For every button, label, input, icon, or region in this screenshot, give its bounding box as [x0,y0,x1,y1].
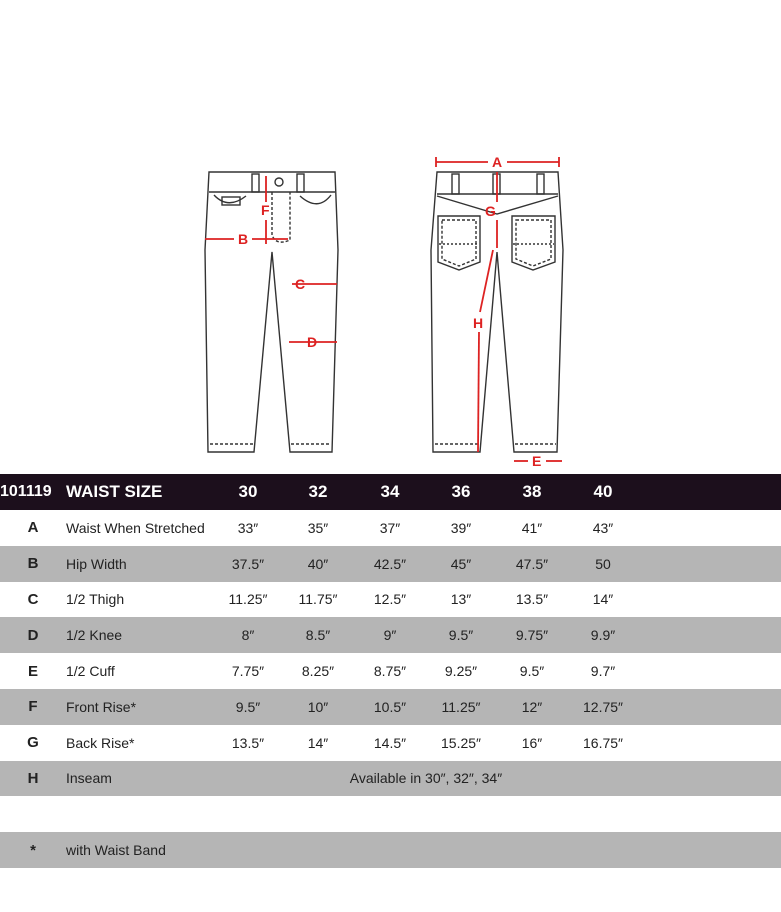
table-cell: 14″ [307,734,329,751]
table-cell: 12″ [521,698,543,715]
label-b: B [238,231,249,247]
table-cell: 14″ [592,591,614,608]
row-letter: G [27,734,39,752]
spacer-row [0,796,781,832]
footnote-symbol: * [30,841,36,859]
row-label: Front Rise* [66,698,137,715]
style-number: 101119 [0,483,52,500]
header-filler [638,474,781,510]
table-row [0,546,781,582]
table-row [0,617,781,653]
table-cell: 12.75″ [583,698,623,715]
label-g: G [485,203,496,219]
table-cell: 9.75″ [515,627,549,644]
table-cell: 33″ [237,519,259,536]
table-row [0,725,781,761]
table-cell: 8.25″ [301,663,335,680]
table-cell: 47.5″ [515,555,549,572]
size-col-header: 32 [308,482,328,501]
table-row-footnote [0,832,781,868]
label-f: F [261,202,270,218]
row-label: Inseam [66,770,112,787]
table-cell: 37.5″ [231,555,265,572]
row-label: Waist When Stretched [66,519,205,536]
table-cell: 40″ [307,555,329,572]
table-cell: 8.75″ [373,663,407,680]
size-col-header: 34 [380,482,400,501]
table-cell: 9″ [383,627,397,644]
table-cell: 13″ [450,591,472,608]
table-cell: 50 [595,555,611,572]
table-cell: 10″ [307,698,329,715]
row-label: 1/2 Thigh [66,591,125,608]
table-cell: 14.5″ [373,734,407,751]
row-letter: F [28,698,38,716]
size-col-header: 38 [522,482,542,501]
footnote-text: with Waist Band [66,842,166,859]
row-label: Hip Width [66,555,127,572]
table-cell: 13.5″ [231,734,265,751]
size-col-header: 30 [238,482,258,501]
table-cell: 11.25″ [228,591,268,608]
table-cell: 9.25″ [444,663,478,680]
table-header-row [0,474,781,510]
row-label: 1/2 Knee [66,627,123,644]
table-row [0,653,781,689]
table-row-inseam [0,761,781,797]
size-col-header: 40 [593,482,613,501]
table-cell: 16″ [521,734,543,751]
table-cell: 7.75″ [231,663,265,680]
table-cell: 41″ [521,519,543,536]
size-chart-table [0,474,781,868]
inseam-availability: Available in 30″, 32″, 34″ [349,770,503,787]
table-cell: 39″ [450,519,472,536]
table-cell: 15.25″ [441,734,481,751]
label-d: D [307,334,318,350]
row-letter: E [27,662,38,680]
table-cell: 37″ [379,519,401,536]
back-pants-outline [431,172,563,452]
table-cell: 9.5″ [235,698,261,715]
row-label: 1/2 Cuff [66,663,115,680]
table-cell: 12.5″ [373,591,407,608]
waist-size-heading: WAIST SIZE [66,482,163,501]
table-cell: 10.5″ [373,698,407,715]
table-row [0,689,781,725]
label-a: A [492,154,503,170]
table-cell: 9.5″ [448,627,474,644]
row-letter: D [27,626,39,644]
table-cell: 9.7″ [590,663,616,680]
table-cell: 45″ [450,555,472,572]
table-cell: 11.25″ [441,698,481,715]
row-letter: B [27,555,39,573]
row-letter: C [27,590,39,608]
table-cell: 42.5″ [373,555,407,572]
size-col-header: 36 [451,482,471,501]
row-letter: A [27,519,39,537]
table-cell: 11.75″ [298,591,338,608]
table-cell: 9.5″ [519,663,545,680]
table-cell: 9.9″ [590,627,616,644]
table-row [0,582,781,618]
table-cell: 8.5″ [305,627,331,644]
table-cell: 35″ [307,519,329,536]
table-cell: 8″ [241,627,255,644]
table-row [0,510,781,546]
table-cell: 13.5″ [515,591,549,608]
table-cell: 16.75″ [583,734,623,751]
front-pants-outline [205,172,338,452]
row-letter: H [27,769,39,787]
row-label: Back Rise* [66,734,135,751]
label-e: E [532,453,542,469]
table-cell: 43″ [592,519,614,536]
label-h: H [473,315,484,331]
label-c: C [295,276,306,292]
